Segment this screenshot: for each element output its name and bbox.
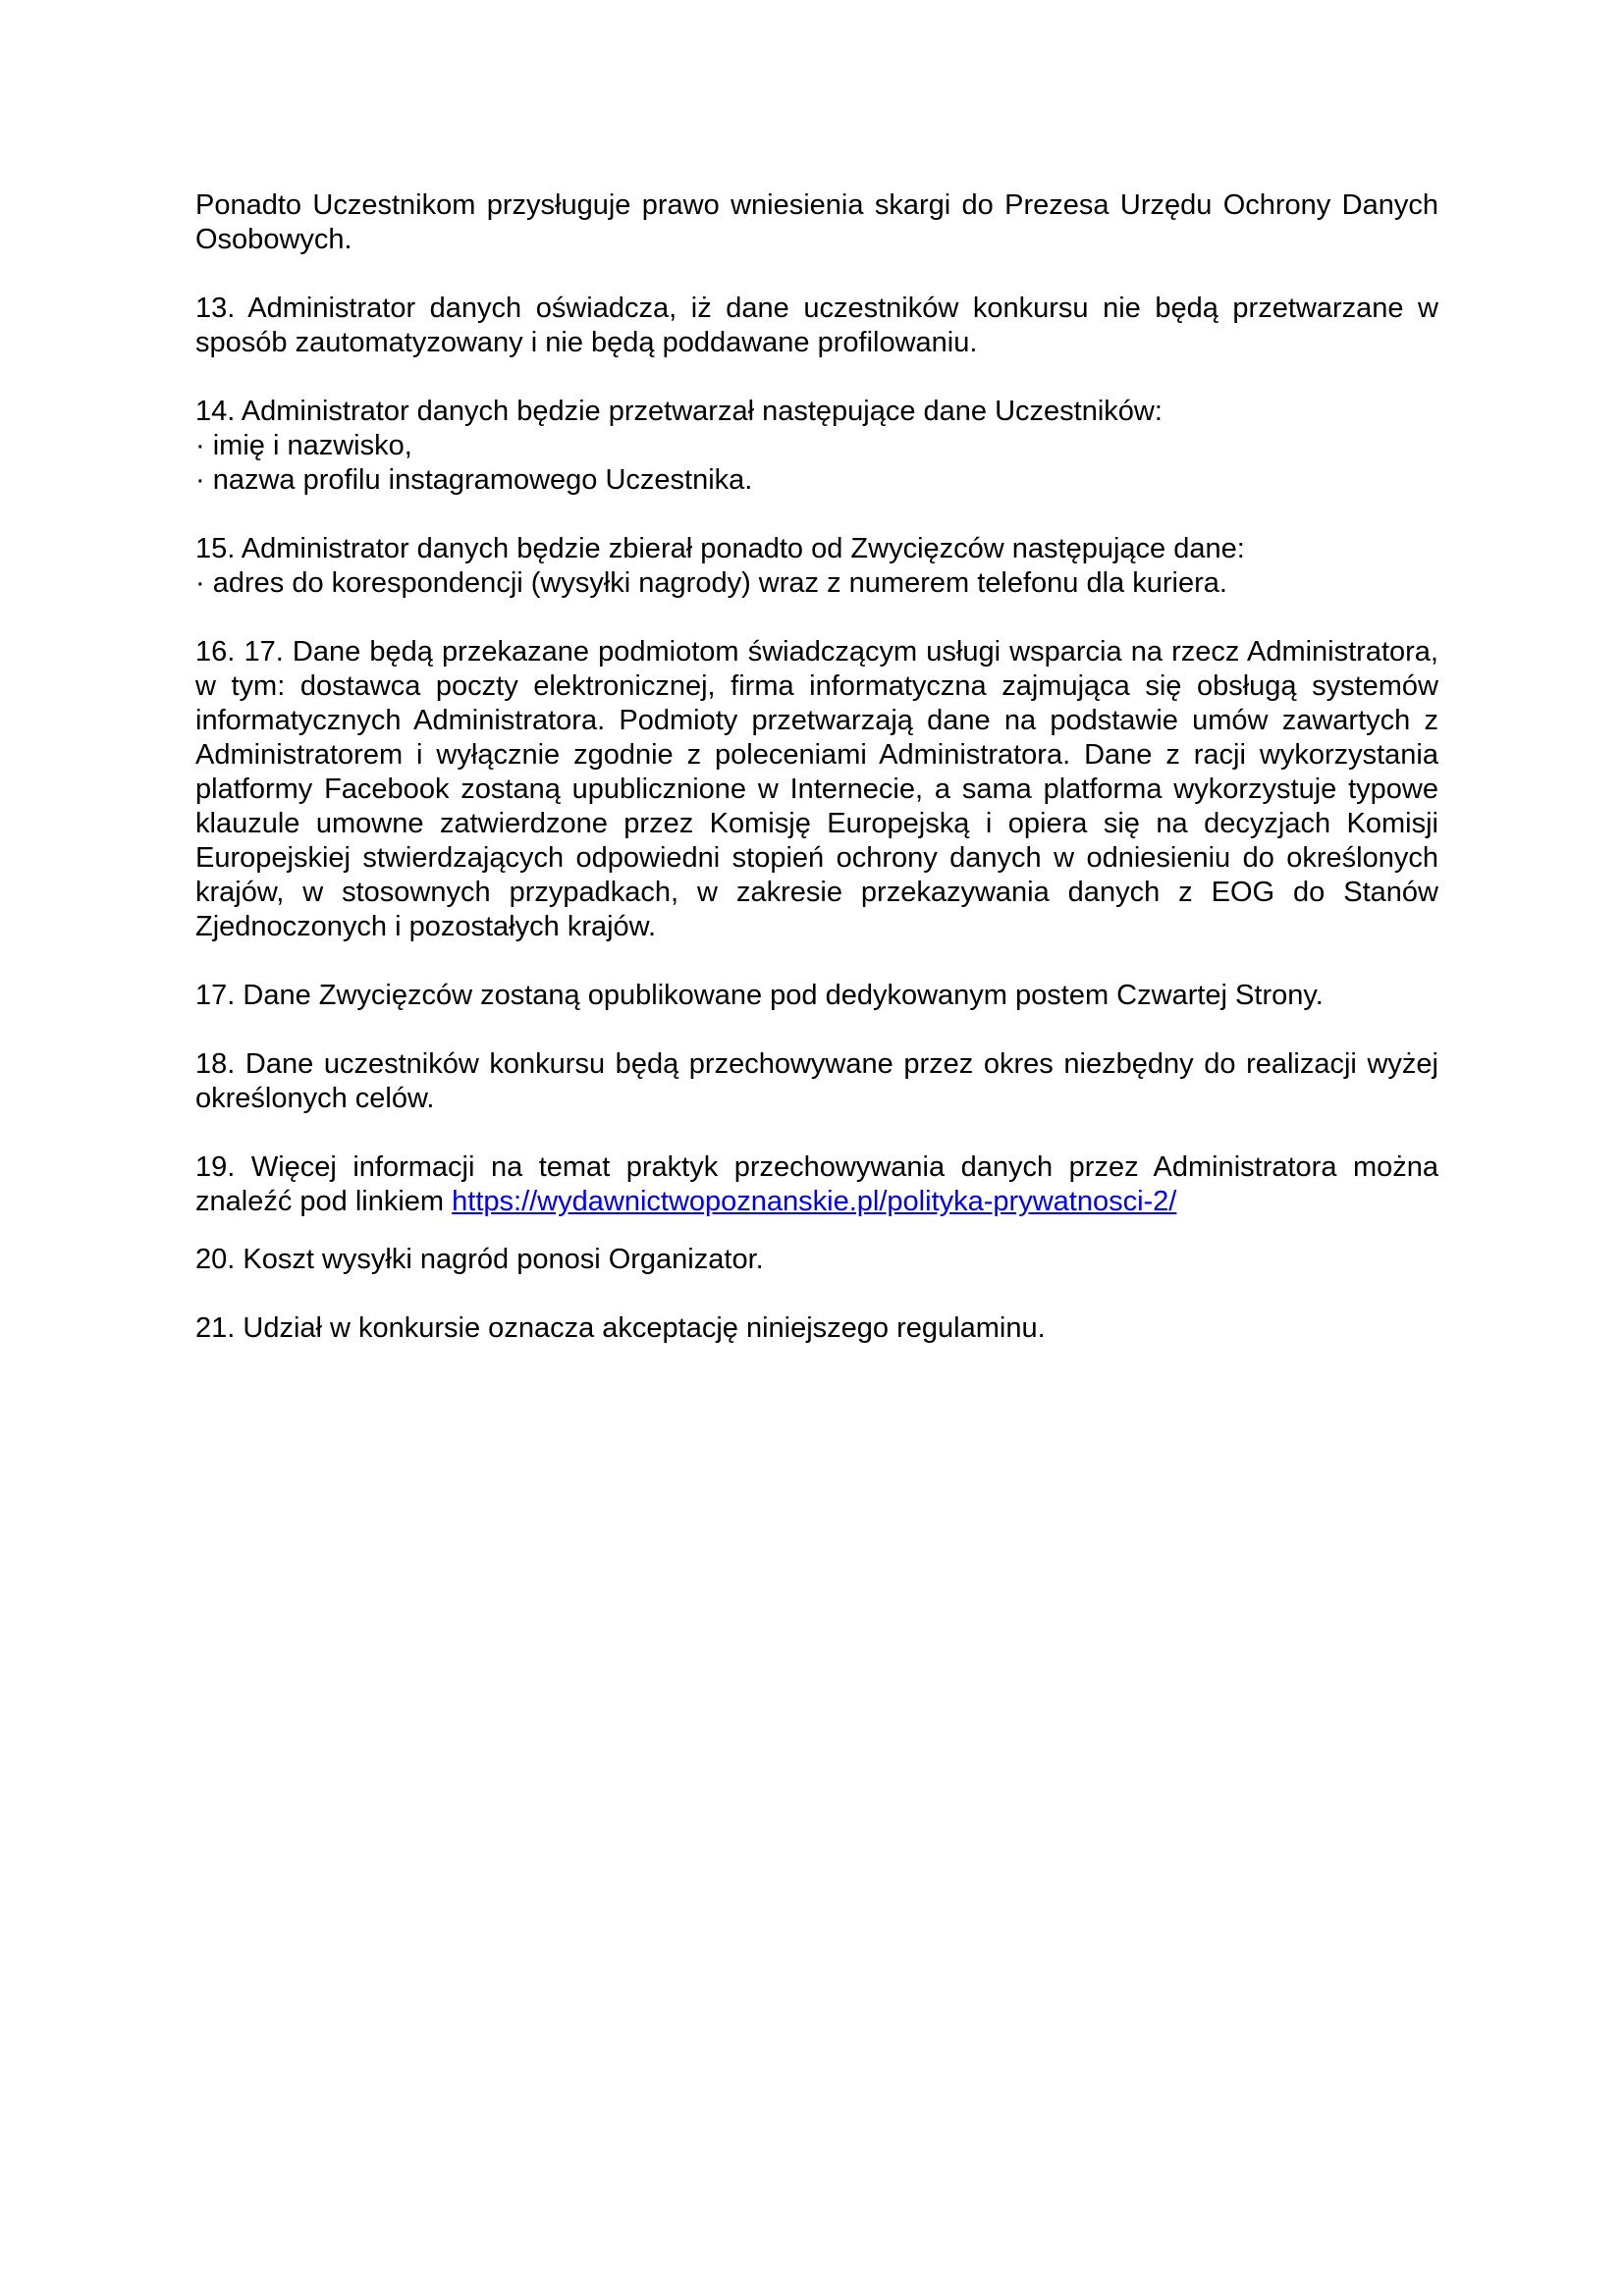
paragraph-18-retention-period: 18. Dane uczestników konkursu będą przechowywane przez okres niezbędny do realizacji wyżej określonych celów. bbox=[195, 1048, 1438, 1114]
list-item: · imię i nazwisko, bbox=[195, 430, 412, 461]
list-item: · adres do korespondencji (wysyłki nagrody) wraz z numerem telefonu dla kuriera. bbox=[195, 567, 1227, 599]
paragraph-13-no-profiling: 13. Administrator danych oświadcza, iż dane uczestników konkursu nie będą przetwarzane w sposób zautomatyzowany i nie będą poddawane profilowaniu. bbox=[195, 293, 1438, 358]
paragraph-15-winner-data bbox=[195, 532, 1438, 601]
paragraph-19-more-info bbox=[195, 1150, 1438, 1219]
paragraph-21-acceptance: 21. Udział w konkursie oznacza akceptację niniejszego regulaminu. bbox=[195, 1312, 1046, 1344]
document-page bbox=[195, 188, 1438, 1380]
paragraph-14-processed-data bbox=[195, 395, 1438, 498]
list-item: · nazwa profilu instagramowego Uczestnika. bbox=[195, 464, 753, 496]
privacy-policy-link[interactable]: https://wydawnictwopoznanskie.pl/polityka-prywatnosci-2/ bbox=[452, 1186, 1177, 1217]
paragraph-15-intro: 15. Administrator danych będzie zbierał ponadto od Zwycięzców następujące dane: bbox=[195, 533, 1245, 564]
paragraph-17-winners-published: 17. Dane Zwycięzców zostaną opublikowane pod dedykowanym postem Czwartej Strony. bbox=[195, 980, 1324, 1011]
paragraph-19-text: 19. Więcej informacji na temat praktyk przechowywania danych przez Administratora można znaleźć pod linkiem bbox=[195, 1151, 1438, 1217]
paragraph-14-intro: 14. Administrator danych będzie przetwarzał następujące dane Uczestników: bbox=[195, 396, 1163, 427]
paragraph-20-shipping-cost: 20. Koszt wysyłki nagród ponosi Organizator. bbox=[195, 1244, 764, 1275]
paragraph-complaint-right: Ponadto Uczestnikom przysługuje prawo wniesienia skargi do Prezesa Urzędu Ochrony Danych Osobowych. bbox=[195, 189, 1438, 255]
paragraph-16-data-transfer: 16. 17. Dane będą przekazane podmiotom świadczącym usługi wsparcia na rzecz Administratora, w tym: dostawca poczty elektronicznej, firma informatyczna zajmująca się obsługą systemów informatycznych Administratora. Podmioty przetwarzają dane na podstawie umów zawartych z Administratorem i wyłącznie zgodnie z poleceniami Administratora. Dane z racji wykorzystania platformy Facebook zostaną upublicznione w Internecie, a sama platforma wykorzystuje typowe klauzule umowne zatwierdzone przez Komisję Europejską i opiera się na decyzjach Komisji Europejskiej stwierdzających odpowiedni stopień ochrony danych w odniesieniu do określonych krajów, w stosownych przypadkach, w zakresie przekazywania danych z EOG do Stanów Zjednoczonych i pozostałych krajów. bbox=[195, 636, 1438, 942]
